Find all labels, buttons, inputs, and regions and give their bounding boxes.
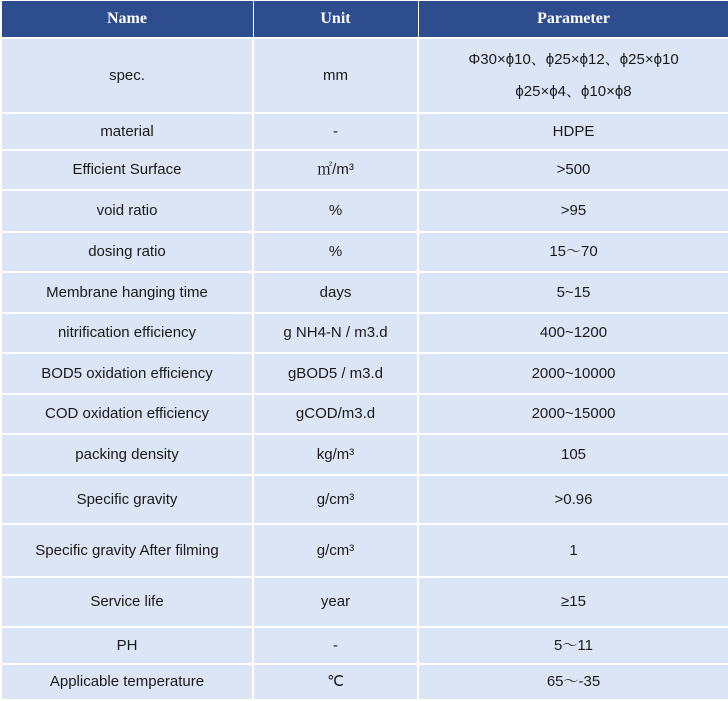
cell-unit: days bbox=[253, 272, 418, 313]
cell-name: Efficient Surface bbox=[1, 150, 253, 190]
table-row bbox=[1, 313, 728, 353]
cell-name: Specific gravity After filming bbox=[1, 524, 253, 577]
table-row bbox=[1, 150, 728, 190]
cell-unit: gBOD5 / m3.d bbox=[253, 353, 418, 394]
table-row bbox=[1, 272, 728, 313]
cell-unit: % bbox=[253, 232, 418, 272]
header-name: Name bbox=[1, 1, 253, 39]
cell-parameter: 2000~10000 bbox=[418, 353, 728, 394]
cell-name: Membrane hanging time bbox=[1, 272, 253, 313]
parameter-line-1: Φ30×ϕ10、ϕ25×ϕ12、ϕ25×ϕ10 bbox=[468, 50, 679, 68]
cell-parameter: HDPE bbox=[418, 113, 728, 150]
cell-parameter: ≥15 bbox=[418, 577, 728, 627]
cell-name: BOD5 oxidation efficiency bbox=[1, 353, 253, 394]
table-row bbox=[1, 353, 728, 394]
cell-name: Applicable temperature bbox=[1, 664, 253, 700]
cell-name: COD oxidation efficiency bbox=[1, 394, 253, 434]
header-unit: Unit bbox=[253, 1, 418, 39]
cell-parameter: 5～11 bbox=[418, 627, 728, 664]
table-row bbox=[1, 434, 728, 475]
cell-unit: g NH4-N / m3.d bbox=[253, 313, 418, 353]
cell-name: nitrification efficiency bbox=[1, 313, 253, 353]
cell-parameter: >0.96 bbox=[418, 475, 728, 524]
cell-name: Service life bbox=[1, 577, 253, 627]
cell-parameter: 5~15 bbox=[418, 272, 728, 313]
cell-unit: ℃ bbox=[253, 664, 418, 700]
parameter-line-2: ϕ25×ϕ4、ϕ10×ϕ8 bbox=[515, 82, 632, 100]
table-row bbox=[1, 524, 728, 577]
cell-parameter: 105 bbox=[418, 434, 728, 475]
header-parameter: Parameter bbox=[418, 1, 728, 39]
header-row bbox=[1, 1, 728, 39]
cell-parameter: 65～-35 bbox=[418, 664, 728, 700]
table-row bbox=[1, 38, 728, 113]
cell-parameter: 400~1200 bbox=[418, 313, 728, 353]
cell-name: dosing ratio bbox=[1, 232, 253, 272]
cell-name: Specific gravity bbox=[1, 475, 253, 524]
cell-parameter: >500 bbox=[418, 150, 728, 190]
cell-name: void ratio bbox=[1, 190, 253, 232]
table-row bbox=[1, 190, 728, 232]
table-row bbox=[1, 232, 728, 272]
cell-unit: - bbox=[253, 627, 418, 664]
cell-unit: % bbox=[253, 190, 418, 232]
table-row bbox=[1, 394, 728, 434]
cell-unit: - bbox=[253, 113, 418, 150]
cell-parameter: 1 bbox=[418, 524, 728, 577]
cell-parameter: >95 bbox=[418, 190, 728, 232]
cell-parameter: 2000~15000 bbox=[418, 394, 728, 434]
cell-parameter bbox=[418, 38, 728, 113]
cell-name: PH bbox=[1, 627, 253, 664]
table-row bbox=[1, 577, 728, 627]
cell-parameter: 15～70 bbox=[418, 232, 728, 272]
cell-unit: ㎡/m³ bbox=[253, 150, 418, 190]
table-row bbox=[1, 113, 728, 150]
cell-name: packing density bbox=[1, 434, 253, 475]
cell-unit: kg/m³ bbox=[253, 434, 418, 475]
cell-name: material bbox=[1, 113, 253, 150]
cell-unit: g/cm³ bbox=[253, 524, 418, 577]
table-row bbox=[1, 475, 728, 524]
cell-unit: mm bbox=[253, 38, 418, 113]
cell-name: spec. bbox=[1, 38, 253, 113]
table-row bbox=[1, 664, 728, 700]
cell-unit: g/cm³ bbox=[253, 475, 418, 524]
cell-unit: year bbox=[253, 577, 418, 627]
table-row bbox=[1, 627, 728, 664]
cell-unit: gCOD/m3.d bbox=[253, 394, 418, 434]
